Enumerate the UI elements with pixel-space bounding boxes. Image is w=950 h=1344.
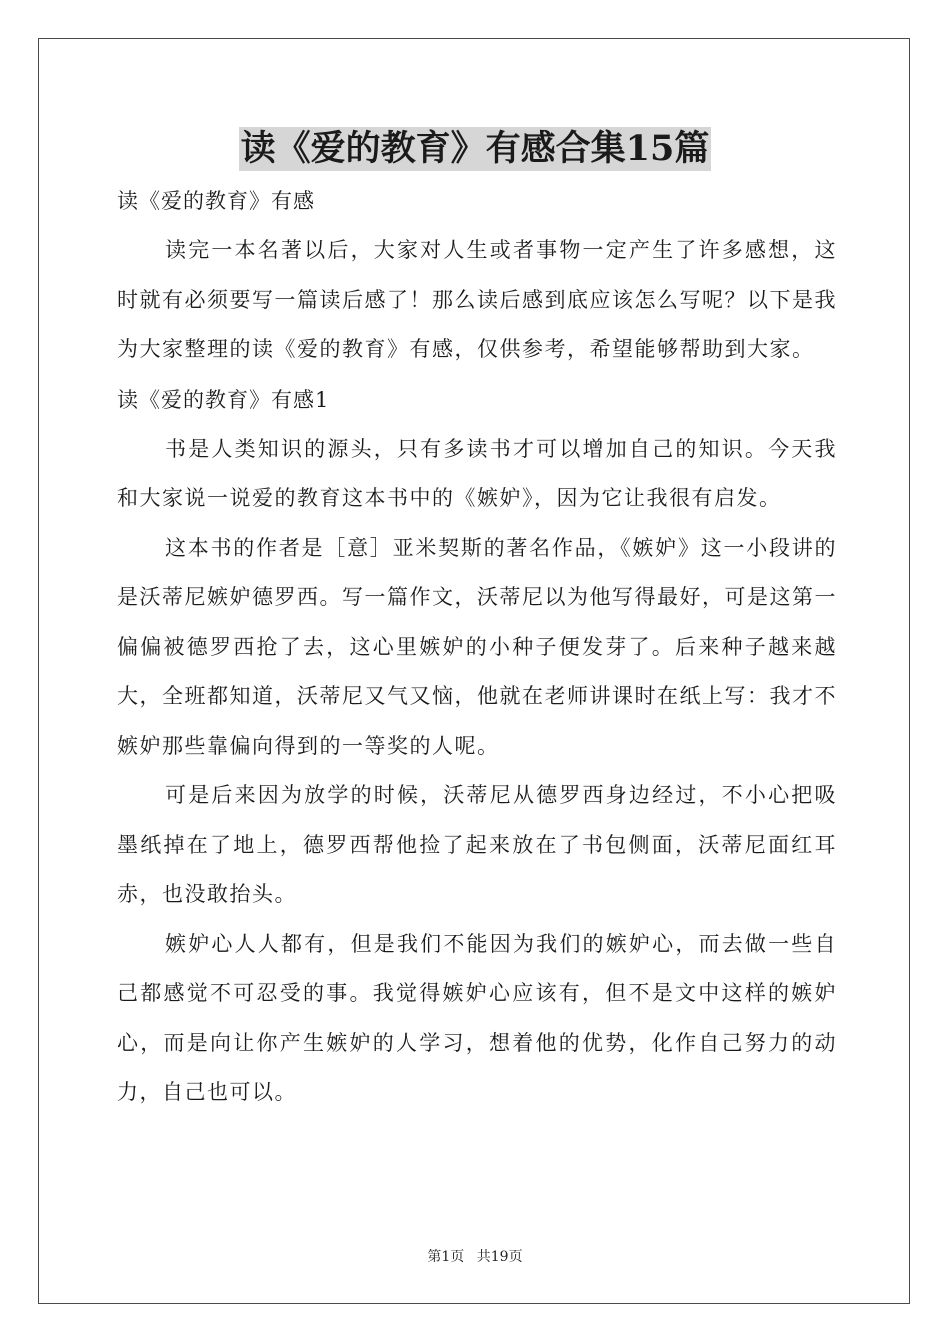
document-body bbox=[117, 176, 837, 1118]
section-1-heading: 读《爱的教育》有感1 bbox=[117, 387, 330, 412]
body-paragraph: 嫉妒心人人都有，但是我们不能因为我们的嫉妒心，而去做一些自己都感觉不可忍受的事。我觉得嫉妒心应该有，但不是文中这样的嫉妒心，而是向让你产生嫉妒的人学习，想着他的优势，化作自己努力的动力，自己也可以。 bbox=[117, 931, 837, 1104]
body-paragraph: 可是后来因为放学的时候，沃蒂尼从德罗西身边经过，不小心把吸墨纸掉在了地上，德罗西帮他捡了起来放在了书包侧面，沃蒂尼面红耳赤，也没敢抬头。 bbox=[117, 783, 837, 906]
intro-paragraph: 读完一本名著以后，大家对人生或者事物一定产生了许多感想，这时就有必须要写一篇读后感了！那么读后感到底应该怎么写呢？以下是我为大家整理的读《爱的教育》有感，仅供参考，希望能够帮助到大家。 bbox=[117, 238, 837, 361]
page-footer bbox=[0, 1246, 950, 1266]
document-title: 读《爱的教育》有感合集15篇 bbox=[240, 128, 710, 169]
page-total: 共19页 bbox=[476, 1249, 523, 1265]
intro-subheading: 读《爱的教育》有感 bbox=[117, 189, 315, 213]
body-paragraph: 这本书的作者是［意］亚米契斯的著名作品，《嫉妒》这一小段讲的是沃蒂尼嫉妒德罗西。写一篇作文，沃蒂尼以为他写得最好，可是这第一偏偏被德罗西抢了去，这心里嫉妒的小种子便发芽了。后来种子越来越大，全班都知道，沃蒂尼又气又恼，他就在老师讲课时在纸上写：我才不嫉妒那些靠偏向得到的一等奖的人呢。 bbox=[117, 535, 837, 758]
page-number: 第1页 bbox=[427, 1249, 465, 1265]
body-paragraph: 书是人类知识的源头，只有多读书才可以增加自己的知识。今天我和大家说一说爱的教育这本书中的《嫉妒》，因为它让我很有启发。 bbox=[117, 436, 837, 510]
title-container bbox=[0, 127, 950, 171]
